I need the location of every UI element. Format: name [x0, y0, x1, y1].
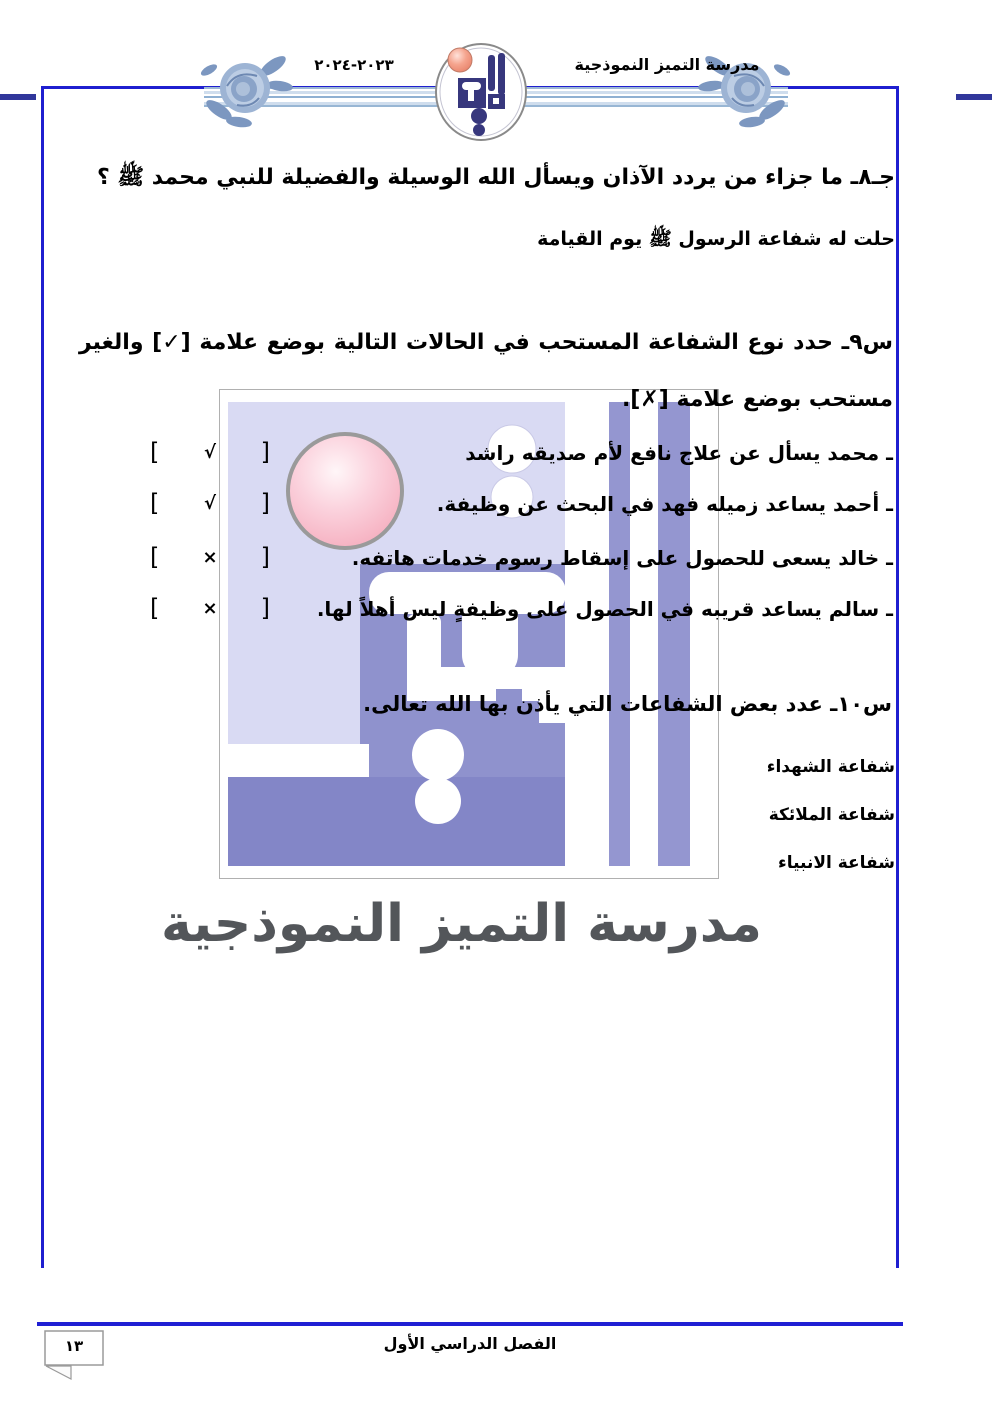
- header-school-name: مدرسة التميز النموذجية: [574, 55, 760, 74]
- q9-item-text: ـ سالم يساعد قريبه في الحصول على وظيفةٍ ليس أهلاً لها.: [316, 597, 893, 621]
- question-8: جـ٨ـ ما جزاء من يردد الآذان ويسأل الله الوسيلة والفضيلة للنبي محمد ﷺ ؟: [97, 165, 895, 190]
- page-border-frame: [41, 86, 899, 1268]
- q9-item-text: ـ خالد يسعى للحصول على إسقاط رسوم خدمات هاتفه.: [351, 546, 893, 570]
- footer-semester: الفصل الدراسي الأول: [383, 1334, 557, 1353]
- check-mark: √: [203, 441, 216, 463]
- q9-item-mark-box: [150, 489, 270, 517]
- bracket-close: ]: [260, 438, 270, 466]
- answer-8: حلت له شفاعة الرسول ﷺ يوم القيامة: [537, 228, 895, 250]
- bracket-close: ]: [260, 489, 270, 517]
- watermark-stamp-text: مدرسة التميز النموذجية: [160, 894, 762, 954]
- q9-item-text: ـ أحمد يساعد زميله فهد في البحث عن وظيفة.: [436, 492, 893, 516]
- bracket-close: ]: [260, 543, 270, 571]
- cross-mark: ×: [202, 597, 218, 619]
- q9-item-mark-box: [150, 438, 270, 466]
- q10-answer: شفاعة الشهداء: [766, 757, 895, 777]
- q9-item-mark-box: [150, 543, 270, 571]
- left-edge-dash: [0, 94, 36, 100]
- question-10: س١٠ـ عدد بعض الشفاعات التي يأذن بها الله تعالى.: [363, 692, 892, 716]
- page-number: ١٣: [64, 1337, 84, 1355]
- bracket-open: [: [150, 594, 160, 622]
- right-edge-dash: [956, 94, 992, 100]
- bracket-open: [: [150, 489, 160, 517]
- q10-answer: شفاعة الملائكة: [768, 805, 895, 825]
- footer-divider-line: [37, 1322, 903, 1326]
- bracket-open: [: [150, 438, 160, 466]
- q9-item-text: ـ محمد يسأل عن علاج نافع لأم صديقه راشد: [465, 441, 893, 465]
- q9-item-mark-box: [150, 594, 270, 622]
- question-9-line1: س٩ـ حدد نوع الشفاعة المستحب في الحالات التالية بوضع علامة [✓] والغير: [78, 330, 893, 355]
- rose-icon: [197, 46, 297, 140]
- question-9-line2: مستحب بوضع علامة [✗].: [621, 387, 893, 412]
- q10-answer: شفاعة الانبياء: [778, 853, 895, 873]
- bracket-close: ]: [260, 594, 270, 622]
- check-mark: √: [203, 492, 216, 514]
- school-logo-icon: [434, 42, 528, 146]
- cross-mark: ×: [202, 546, 218, 568]
- header-year: ٢٠٢٣-٢٠٢٤: [314, 56, 394, 74]
- bracket-open: [: [150, 543, 160, 571]
